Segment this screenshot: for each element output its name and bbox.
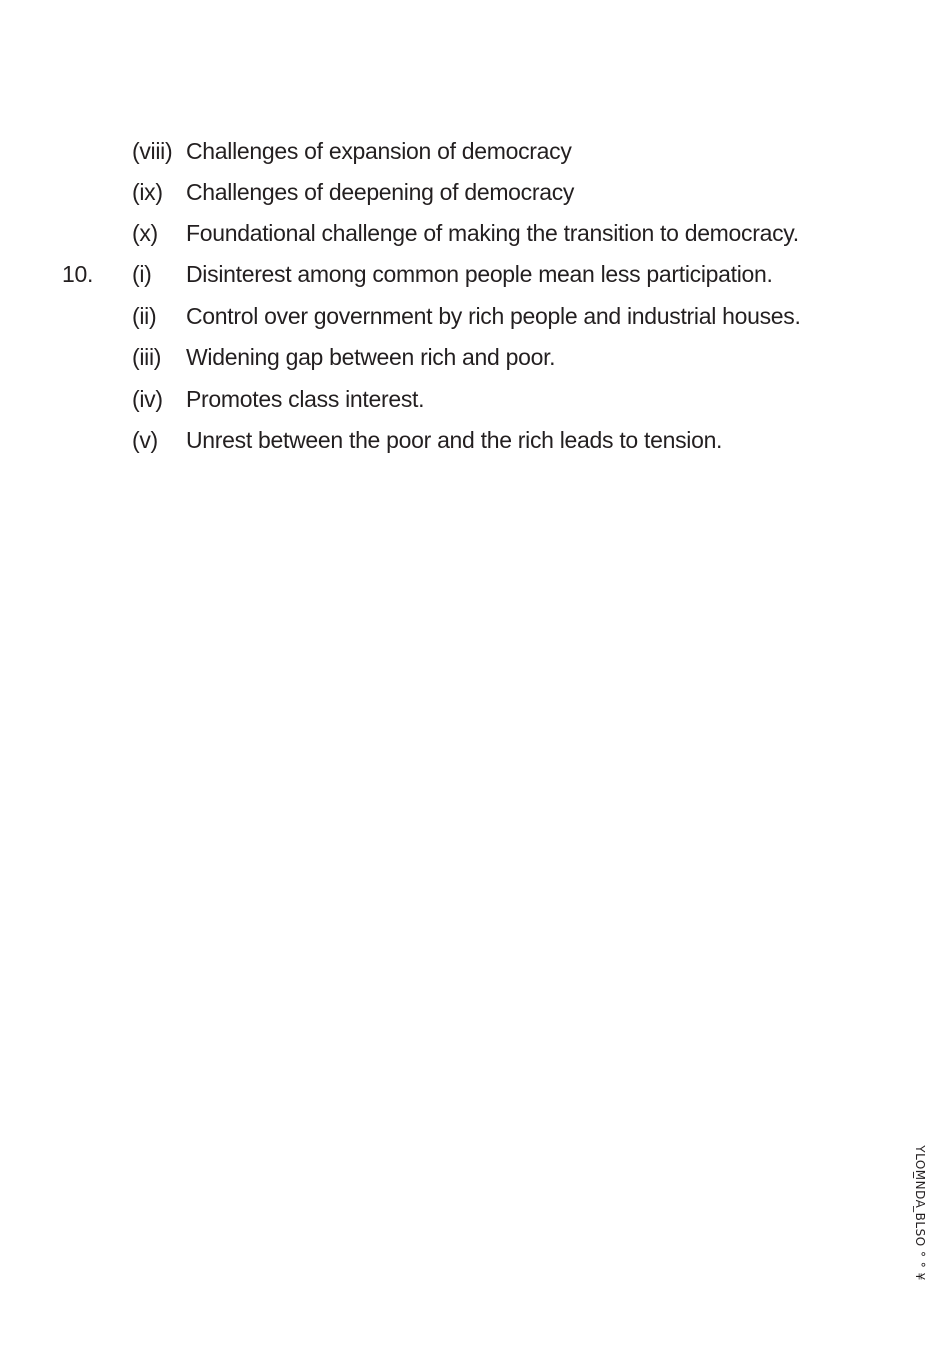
answer-text: Unrest between the poor and the rich leads to tension. (186, 427, 723, 453)
side-stamp-text: YLOM̲̲NDA ̲BLSO ° ° ¥ (913, 1144, 927, 1281)
answer-text: Challenges of expansion of democracy (186, 138, 572, 164)
roman-numeral: (i) (132, 261, 152, 287)
roman-numeral: (iv) (132, 386, 163, 412)
roman-numeral: (v) (132, 427, 158, 453)
side-watermark-stamp (906, 1130, 934, 1295)
answer-text: Widening gap between rich and poor. (186, 344, 556, 370)
answer-text: Foundational challenge of making the transition to democracy. (186, 220, 799, 246)
roman-numeral: (ix) (132, 179, 163, 205)
roman-numeral: (viii) (132, 138, 173, 164)
answer-text: Promotes class interest. (186, 386, 425, 412)
roman-numeral: (iii) (132, 344, 162, 370)
answer-text: Disinterest among common people mean less participation. (186, 261, 773, 287)
answer-text: Challenges of deepening of democracy (186, 179, 575, 205)
answer-text: Control over government by rich people and industrial houses. (186, 303, 801, 329)
roman-numeral: (x) (132, 220, 158, 246)
roman-numeral: (ii) (132, 303, 157, 329)
question-number: 10. (62, 261, 94, 287)
